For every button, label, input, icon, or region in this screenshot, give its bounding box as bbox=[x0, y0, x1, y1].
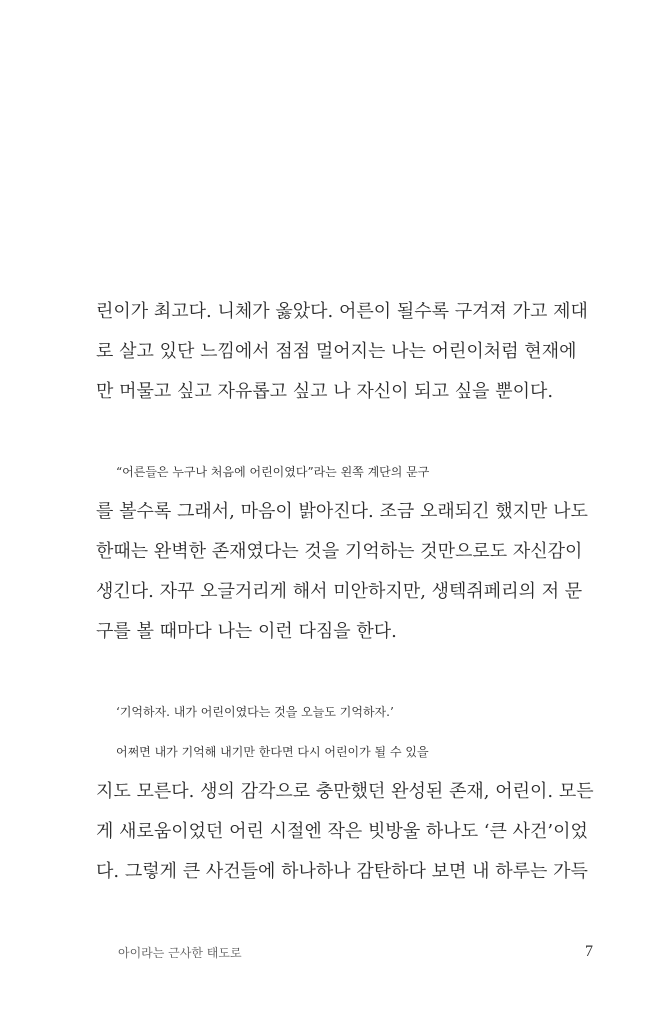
paragraph-1-line-2: 로 살고 있단 느낌에서 점점 멀어지는 나는 어린이처럼 현재에 bbox=[96, 341, 577, 362]
paragraph-2-line-5: 구를 볼 때마다 나는 이런 다짐을 한다. bbox=[96, 621, 397, 642]
paragraph-1-line-3: 만 머물고 싶고 자유롭고 싶고 나 자신이 되고 싶을 뿐이다. bbox=[96, 381, 554, 402]
paragraph-4-line-3: 게 새로움이었던 어린 시절엔 작은 빗방울 하나도 ‘큰 사건’이었 bbox=[96, 821, 588, 842]
paragraph-4-line-4: 다. 그렇게 큰 사건들에 하나하나 감탄하다 보면 내 하루는 가득 bbox=[96, 861, 588, 882]
paragraph-2-line-3: 한때는 완벽한 존재였다는 것을 기억하는 것만으로도 자신감이 bbox=[96, 541, 583, 562]
paragraph-2-line-4: 생긴다. 자꾸 오글거리게 해서 미안하지만, 생텍쥐페리의 저 문 bbox=[96, 581, 583, 602]
paragraph-1-line-1: 린이가 최고다. 니체가 옳았다. 어른이 될수록 구겨져 가고 제대 bbox=[96, 301, 588, 322]
paragraph-4-line-1: 어쩌면 내가 기억해 내기만 한다면 다시 어린이가 될 수 있을 bbox=[116, 745, 429, 759]
paragraph-3-line-1: ‘기억하자. 내가 어린이였다는 것을 오늘도 기억하자.’ bbox=[116, 705, 394, 719]
paragraph-4-line-2: 지도 모른다. 생의 감각으로 충만했던 완성된 존재, 어린이. 모든 bbox=[96, 781, 594, 802]
page-number: 7 bbox=[585, 943, 593, 960]
running-footer-book-title: 아이라는 근사한 태도로 bbox=[118, 946, 242, 960]
paragraph-2-line-2: 를 볼수록 그래서, 마음이 밝아진다. 조금 오래되긴 했지만 나도 bbox=[96, 501, 588, 522]
paragraph-2-line-1: “어른들은 누구나 처음에 어린이였다”라는 왼쪽 계단의 문구 bbox=[116, 465, 430, 479]
